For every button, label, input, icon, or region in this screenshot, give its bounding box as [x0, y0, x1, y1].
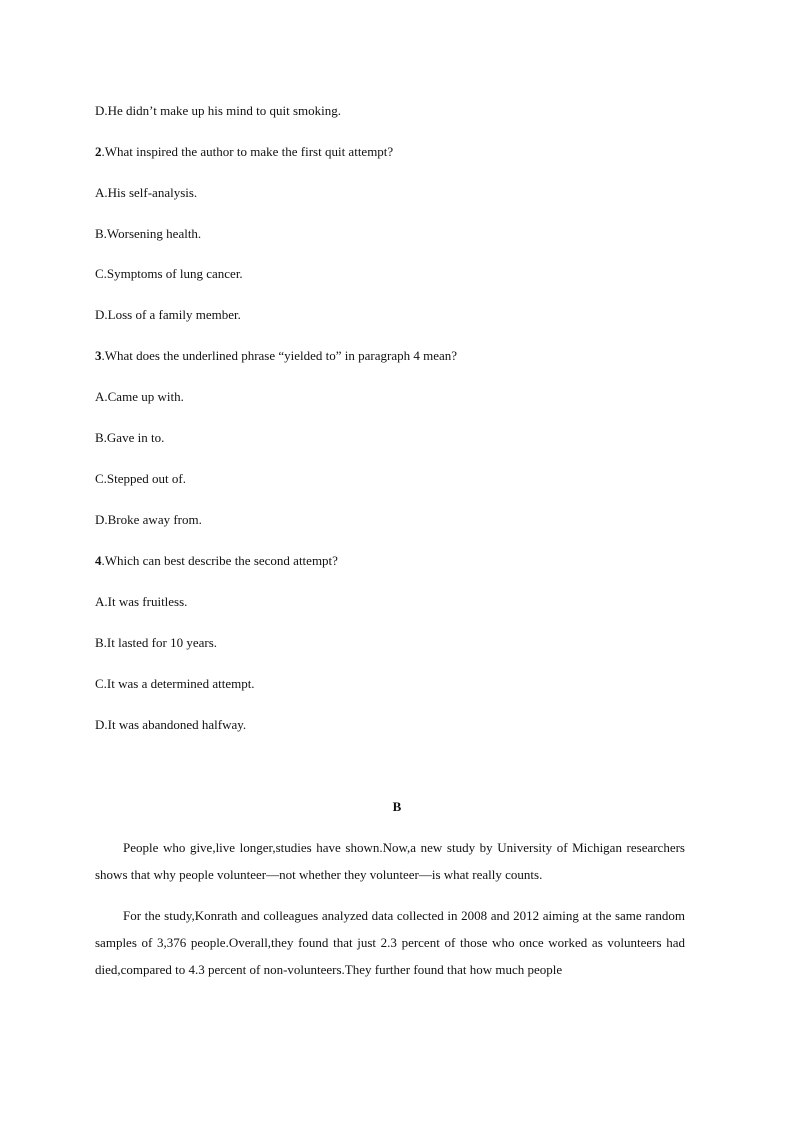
- question-2-stem: [95, 144, 393, 160]
- question-2-number: 2: [95, 144, 102, 159]
- section-b-paragraph-1: People who give,live longer,studies have shown.Now,a new study by University of Michigan researchers shows that why people volunteer—not whether they volunteer—is what really counts.: [95, 840, 685, 882]
- question-3-text: .What does the underlined phrase “yielded to” in paragraph 4 mean?: [101, 348, 458, 363]
- question-4-option-d: D.It was abandoned halfway.: [95, 717, 247, 732]
- question-3-number: 3: [95, 348, 102, 363]
- question-2-option-a: A.His self-analysis.: [95, 185, 198, 200]
- question-3-option-a: A.Came up with.: [95, 389, 184, 404]
- question-4-option-a: A.It was fruitless.: [95, 594, 188, 609]
- question-3-option-d: D.Broke away from.: [95, 512, 202, 527]
- question-2-option-c: C.Symptoms of lung cancer.: [95, 266, 243, 281]
- question-4-option-c: C.It was a determined attempt.: [95, 676, 255, 691]
- question-4-text: .Which can best describe the second attempt?: [101, 553, 338, 568]
- question-3-stem: [95, 348, 457, 364]
- question-1-option-d: D.He didn’t make up his mind to quit smoking.: [95, 103, 342, 118]
- question-2-option-d: D.Loss of a family member.: [95, 307, 241, 322]
- question-3-option-c: C.Stepped out of.: [95, 471, 186, 486]
- question-3-option-b: B.Gave in to.: [95, 430, 165, 445]
- question-2-text: .What inspired the author to make the first quit attempt?: [101, 144, 394, 159]
- section-b-heading: B: [392, 799, 402, 814]
- section-b-paragraph-2: For the study,Konrath and colleagues analyzed data collected in 2008 and 2012 aiming at the same random samples of 3,376 people.Overall,they found that just 2.3 percent of those who once worked as volunteers had died,compared to 4.3 percent of non-volunteers.They further found that how much people: [95, 908, 685, 977]
- question-4-stem: [95, 553, 338, 569]
- question-4-number: 4: [95, 553, 102, 568]
- question-4-option-b: B.It lasted for 10 years.: [95, 635, 218, 650]
- question-2-option-b: B.Worsening health.: [95, 226, 202, 241]
